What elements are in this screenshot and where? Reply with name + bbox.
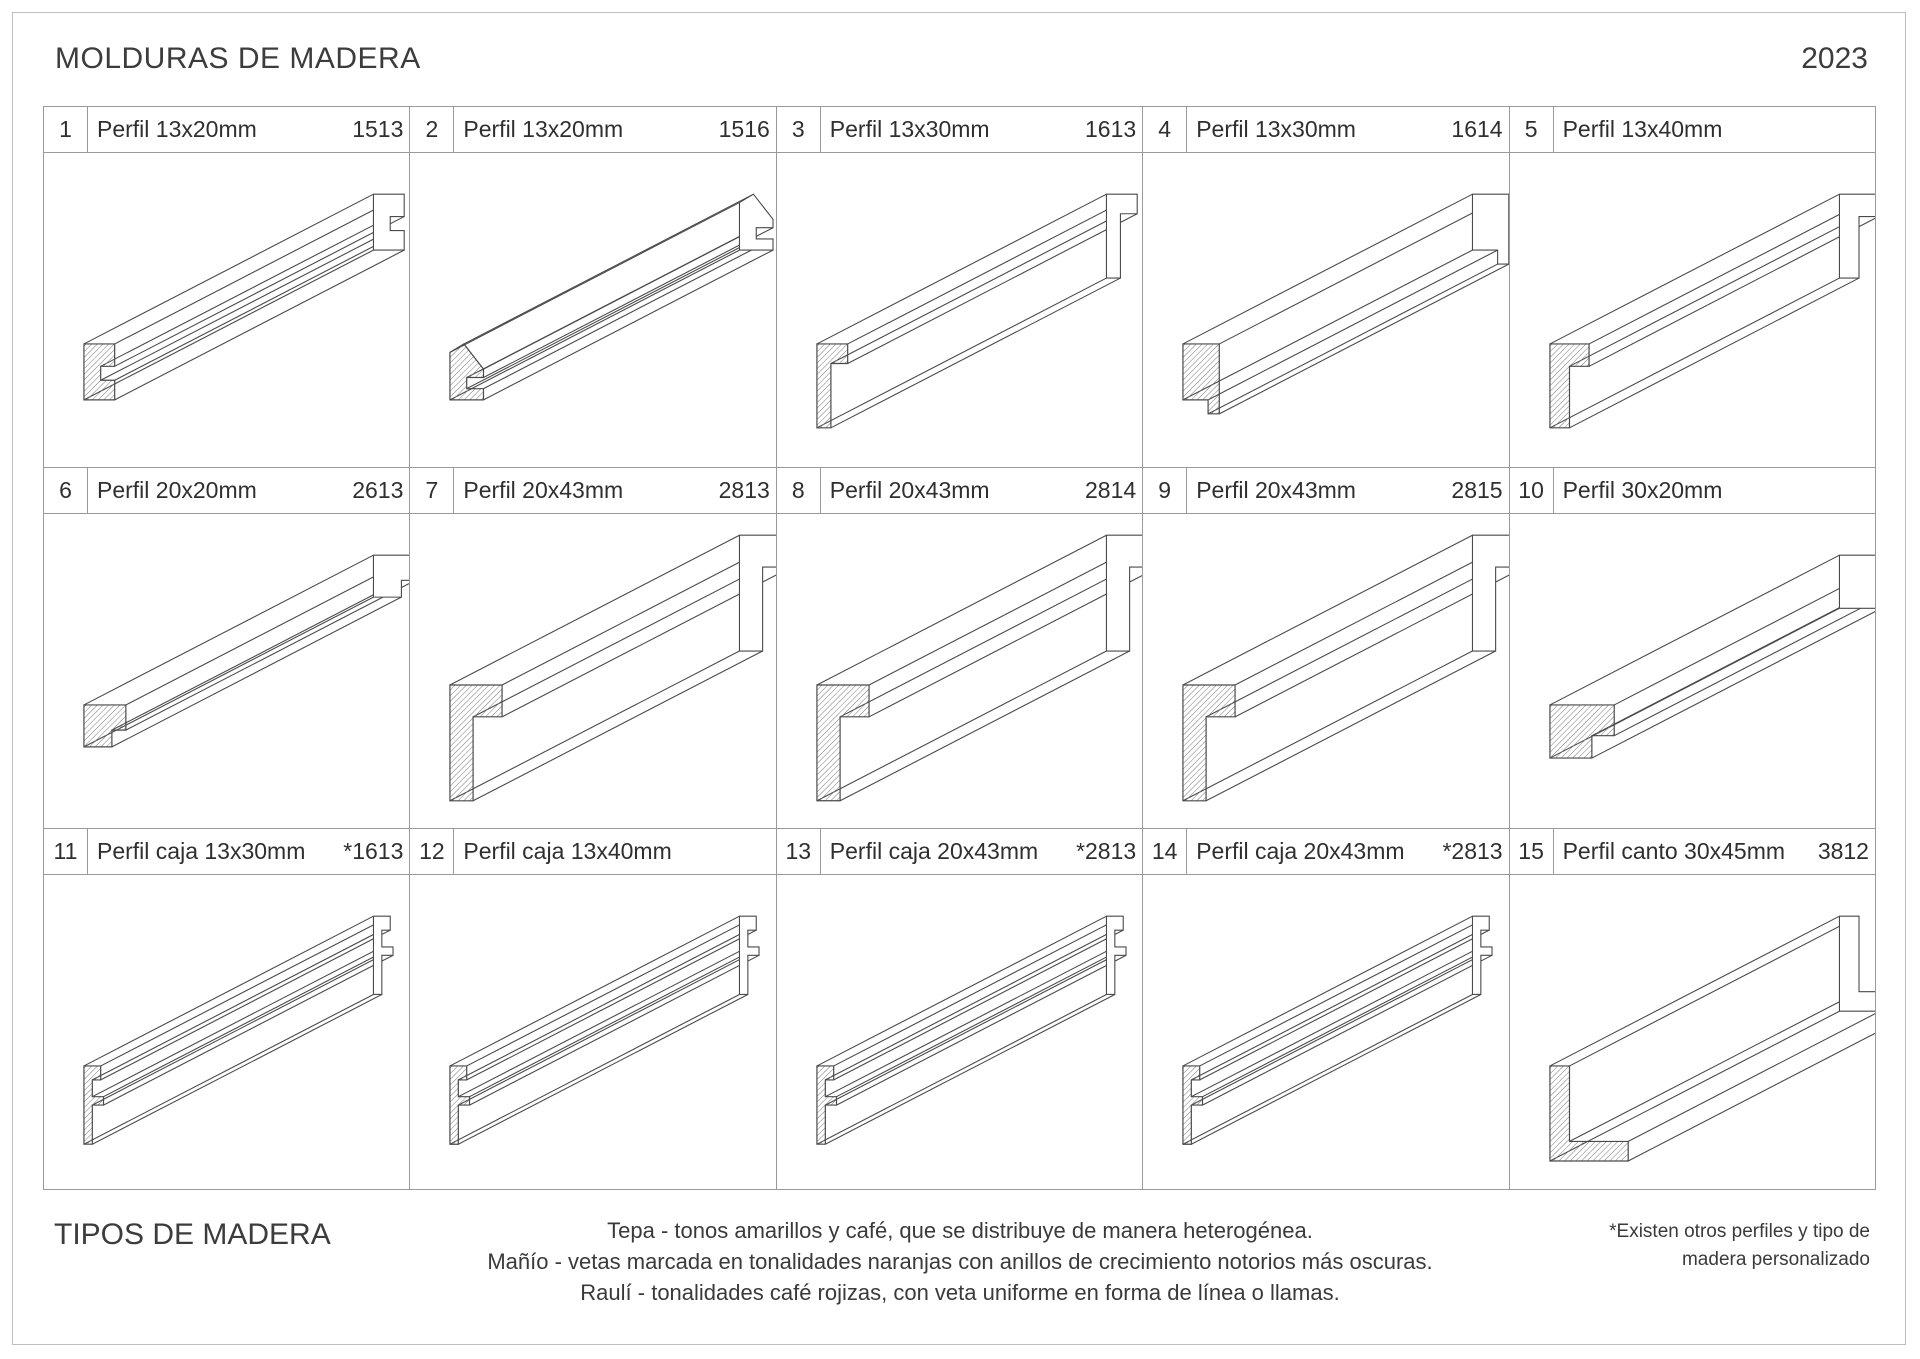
profile-label: Perfil 13x40mm (1562, 116, 1723, 142)
molding-sketch (777, 875, 1142, 1189)
profile-drawing (1143, 153, 1508, 467)
molding-sketch (1143, 514, 1508, 828)
profile-code: 3812 (1817, 838, 1869, 864)
profile-label: Perfil 20x43mm (829, 477, 990, 503)
profile-drawing (44, 875, 409, 1189)
wood-type-tepa: Tepa - tonos amarillos y café, que se distribuye de manera heterogénea. (607, 1218, 1313, 1243)
wood-types-title: TIPOS DE MADERA (54, 1218, 331, 1251)
molding-sketch (1143, 153, 1508, 467)
profile-header (777, 107, 1142, 153)
profile-header (1510, 107, 1875, 153)
profile-cell (1143, 829, 1509, 1190)
profile-header (44, 107, 409, 153)
profile-drawing (44, 153, 409, 467)
wood-type-manio: Mañío - vetas marcada en tonalidades naranjas con anillos de crecimiento notorios más oscuras. (487, 1249, 1433, 1274)
profile-drawing (410, 514, 775, 828)
profile-header (410, 107, 775, 153)
profile-label: Perfil 13x30mm (1196, 116, 1356, 142)
profile-code: 2613 (352, 477, 404, 503)
profile-number: 11 (44, 829, 88, 874)
profile-label: Perfil 20x20mm (97, 477, 257, 503)
profile-label: Perfil 13x30mm (829, 116, 990, 142)
profile-number: 15 (1510, 829, 1554, 874)
profile-header (44, 468, 409, 514)
profile-cell (410, 829, 776, 1190)
profile-drawing (777, 153, 1142, 467)
profile-code: *2813 (1442, 838, 1503, 864)
profile-code: *1613 (343, 838, 404, 864)
molding-sketch (777, 153, 1142, 467)
profile-header (777, 468, 1142, 514)
profile-cell (410, 468, 776, 829)
profile-cell (44, 829, 410, 1190)
profile-label: Perfil 13x20mm (97, 116, 257, 142)
profile-header (1510, 829, 1875, 875)
profile-code: 1613 (1085, 116, 1137, 142)
profile-header (410, 829, 775, 875)
profile-code: *2813 (1076, 838, 1137, 864)
profile-number: 13 (777, 829, 821, 874)
profile-header (44, 829, 409, 875)
profile-drawing (410, 153, 775, 467)
profile-number: 7 (410, 468, 454, 513)
profile-code: 2813 (718, 477, 770, 503)
profile-cell (777, 829, 1143, 1190)
profile-label: Perfil 20x43mm (463, 477, 624, 503)
profile-cell (1510, 829, 1876, 1190)
note-line-2: madera personalizado (1681, 1249, 1870, 1270)
profile-drawing (777, 875, 1142, 1189)
profile-cell (1143, 107, 1509, 468)
profile-header (410, 468, 775, 514)
profile-code: 2814 (1085, 477, 1137, 503)
note-line-1: *Existen otros perfiles y tipo de (1609, 1221, 1870, 1242)
profile-drawing (44, 514, 409, 828)
page-title: MOLDURAS DE MADERA (55, 42, 421, 75)
profile-cell (777, 468, 1143, 829)
molding-sketch (777, 514, 1142, 828)
profile-header (1143, 107, 1508, 153)
custom-profiles-note (1530, 1218, 1870, 1274)
profile-number: 2 (410, 107, 454, 152)
profiles-grid (43, 106, 1876, 1190)
molding-sketch (1143, 875, 1508, 1189)
profile-label: Perfil caja 20x43mm (829, 838, 1039, 864)
molding-sketch (1510, 875, 1875, 1189)
molding-sketch (410, 514, 775, 828)
profile-number: 10 (1510, 468, 1554, 513)
profile-number: 8 (777, 468, 821, 513)
molding-sketch (1510, 153, 1875, 467)
molding-sketch (410, 153, 775, 467)
profile-number: 9 (1143, 468, 1187, 513)
page-year: 2023 (1801, 42, 1868, 75)
profile-code: 2815 (1451, 477, 1503, 503)
profile-label: Perfil canto 30x45mm (1562, 838, 1786, 864)
profile-header (1510, 468, 1875, 514)
profile-cell (1510, 468, 1876, 829)
profile-cell (1143, 468, 1509, 829)
profile-number: 4 (1143, 107, 1187, 152)
wood-type-rauli: Raulí - tonalidades café rojizas, con veta uniforme en forma de línea o llamas. (580, 1280, 1340, 1305)
profile-cell (44, 107, 410, 468)
profile-header (1143, 468, 1508, 514)
profile-number: 3 (777, 107, 821, 152)
profile-drawing (410, 875, 775, 1189)
wood-types-list (440, 1215, 1480, 1308)
profile-number: 12 (410, 829, 454, 874)
profile-label: Perfil 13x20mm (463, 116, 624, 142)
profile-drawing (1510, 514, 1875, 828)
profile-label: Perfil 20x43mm (1196, 477, 1356, 503)
profile-cell (44, 468, 410, 829)
profile-cell (1510, 107, 1876, 468)
profile-cell (777, 107, 1143, 468)
profile-number: 6 (44, 468, 88, 513)
profile-drawing (1510, 153, 1875, 467)
profile-drawing (1143, 514, 1508, 828)
molding-sketch (44, 153, 409, 467)
profile-code: 1513 (352, 116, 404, 142)
molding-sketch (410, 875, 775, 1189)
molding-sketch (44, 514, 409, 828)
profile-number: 14 (1143, 829, 1187, 874)
profile-label: Perfil caja 20x43mm (1196, 838, 1405, 864)
profile-drawing (1143, 875, 1508, 1189)
profile-label: Perfil caja 13x30mm (97, 838, 306, 864)
profile-header (777, 829, 1142, 875)
profile-label: Perfil caja 13x40mm (463, 838, 672, 864)
profile-drawing (777, 514, 1142, 828)
profile-cell (410, 107, 776, 468)
molding-sketch (1510, 514, 1875, 828)
molding-sketch (44, 875, 409, 1189)
profile-drawing (1510, 875, 1875, 1189)
profile-header (1143, 829, 1508, 875)
profile-label: Perfil 30x20mm (1562, 477, 1723, 503)
profile-number: 1 (44, 107, 88, 152)
profile-code: 1614 (1451, 116, 1503, 142)
profile-code: 1516 (718, 116, 770, 142)
profile-number: 5 (1510, 107, 1554, 152)
